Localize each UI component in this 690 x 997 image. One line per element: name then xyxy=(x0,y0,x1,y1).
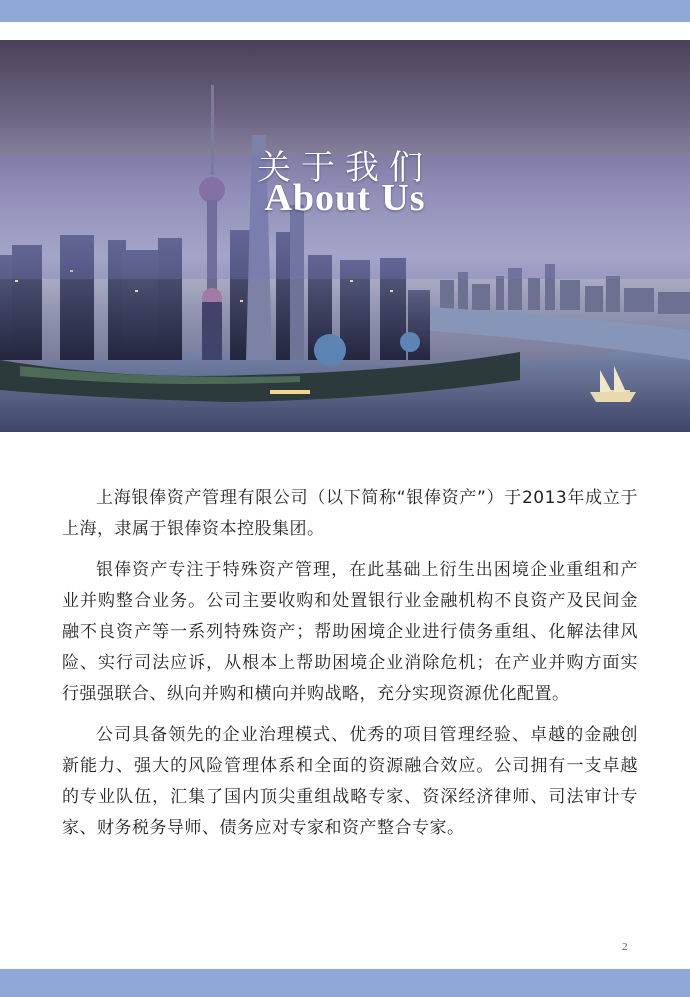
paragraph-1: 上海银俸资产管理有限公司（以下简称“银俸资产”）于2013年成立于上海，隶属于银俸资本控股集团。 xyxy=(62,488,638,539)
skyline-banner-image xyxy=(0,40,690,432)
bottom-accent-bar xyxy=(0,969,690,997)
top-accent-bar xyxy=(0,0,690,22)
page-number: 2 xyxy=(622,941,628,953)
about-body xyxy=(62,483,638,854)
page-title-cn: 关于我们 xyxy=(257,148,433,188)
paragraph-2: 银俸资产专注于特殊资产管理，在此基础上衍生出困境企业重组和产业并购整合业务。公司主要收购和处置银行业金融机构不良资产及民间金融不良资产等一系列特殊资产；帮助困境企业进行债务重组、化解法律风险、实行司法应诉，从根本上帮助困境企业消除危机；在产业并购方面实行强强联合、纵向并购和横向并购战略，充分实现资源优化配置。 xyxy=(62,560,638,704)
paragraph-3: 公司具备领先的企业治理模式、优秀的项目管理经验、卓越的金融创新能力、强大的风险管理体系和全面的资源融合效应。公司拥有一支卓越的专业队伍，汇集了国内顶尖重组战略专家、资深经济律师、司法审计专家、财务税务导师、债务应对专家和资产整合专家。 xyxy=(62,725,638,838)
page-title-en: About Us xyxy=(264,177,426,219)
